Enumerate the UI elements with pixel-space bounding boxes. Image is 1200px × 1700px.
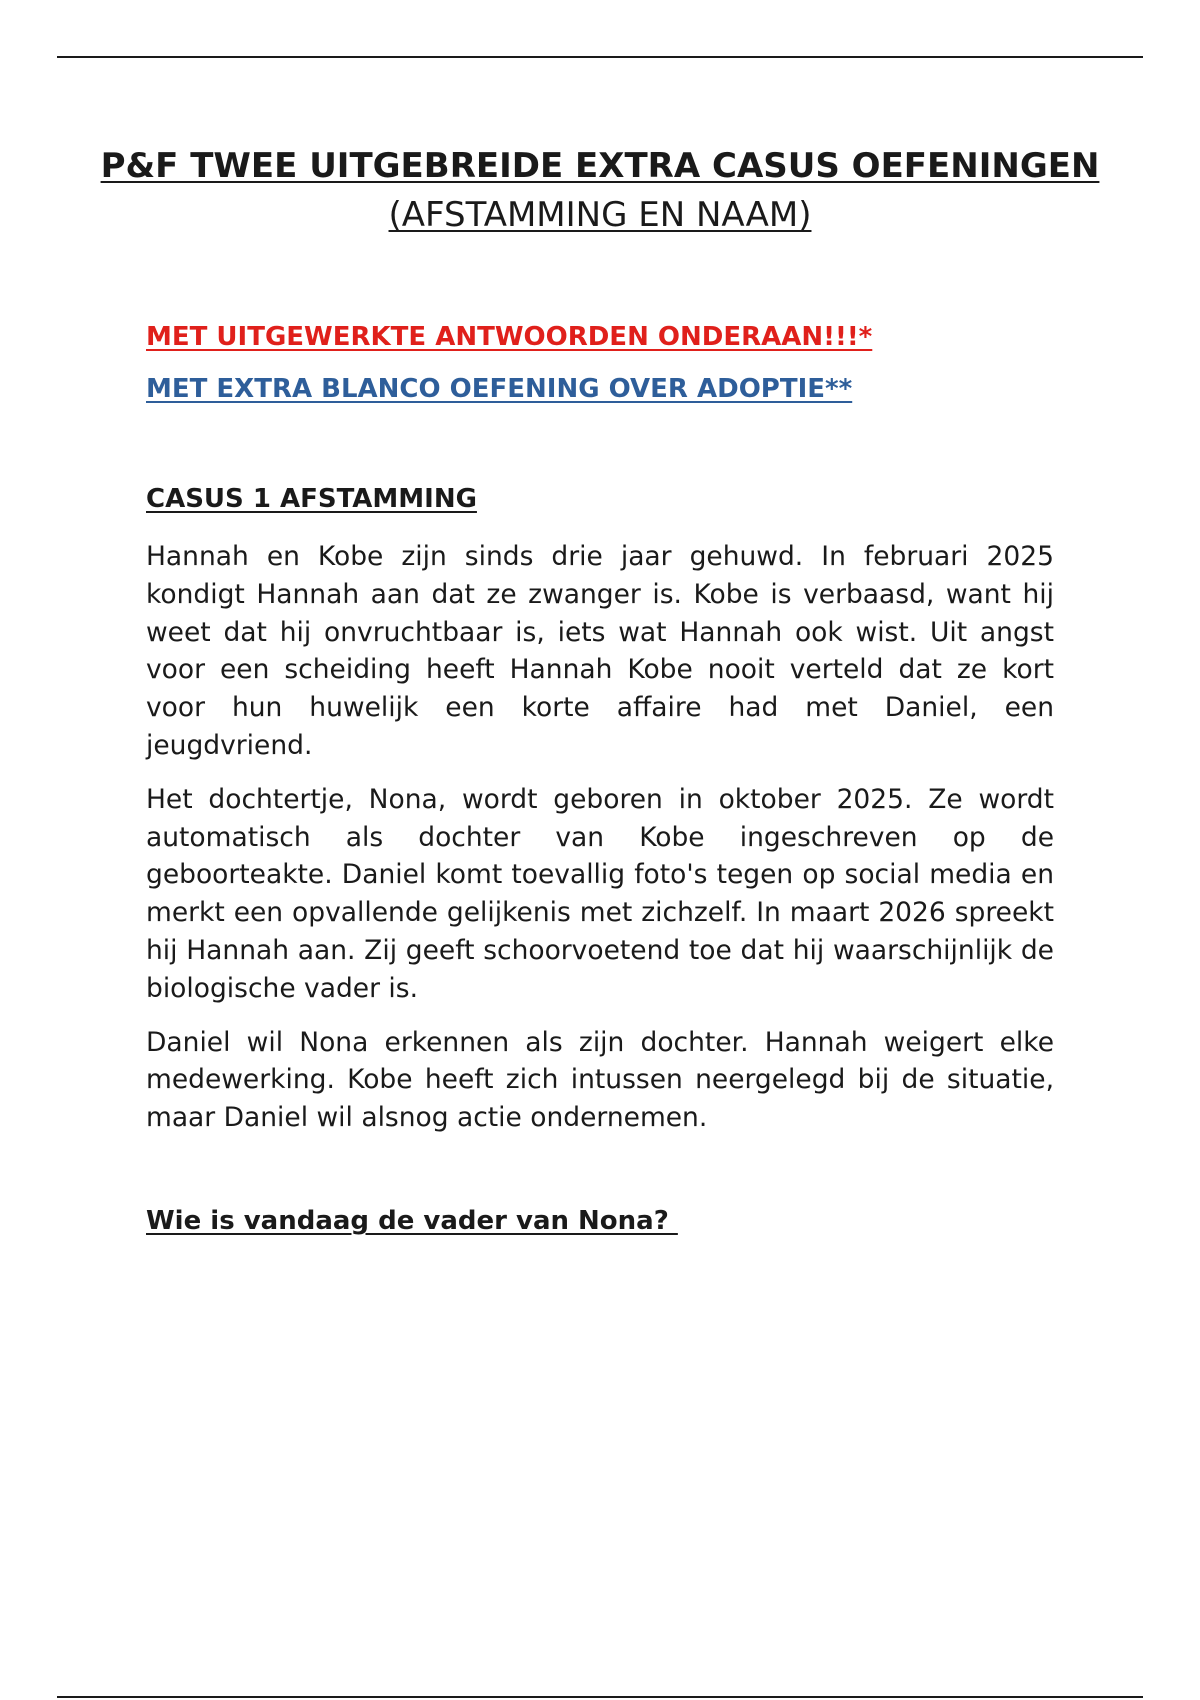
notice-answers: MET UITGEWERKTE ANTWOORDEN ONDERAAN!!!*	[146, 322, 873, 352]
footer-rule	[57, 1696, 1143, 1698]
case-body	[146, 538, 1054, 1153]
case-paragraph: Hannah en Kobe zijn sinds drie jaar gehuwd. In februari 2025 kondigt Hannah aan dat ze zwanger is. Kobe is verbaasd, want hij weet dat hij onvruchtbaar is, iets wat Hannah ook wist. Uit angst voor een scheiding heeft Hannah Kobe nooit verteld dat ze kort voor hun huwelijk een korte affaire had met Daniel, een jeugdvriend.	[146, 541, 1054, 761]
case-heading: CASUS 1 AFSTAMMING	[146, 484, 477, 514]
header-rule	[57, 56, 1143, 58]
document-title-subtitle: (AFSTAMMING EN NAAM)	[388, 195, 812, 235]
case-paragraph: Het dochtertje, Nona, wordt geboren in oktober 2025. Ze wordt automatisch als dochter van Kobe ingeschreven op de geboorteakte. Daniel komt toevallig foto's tegen op social media en merkt een opvallende gelijkenis met zichzelf. In maart 2026 spreekt hij Hannah aan. Zij geeft schoorvoetend toe dat hij waarschijnlijk de biologische vader is.	[146, 783, 1054, 1004]
case-paragraph: Daniel wil Nona erkennen als zijn dochter. Hannah weigert elke medewerking. Kobe heeft zich intussen neergelegd bij de situatie, maar Daniel wil alsnog actie ondernemen.	[146, 1026, 1054, 1134]
case-question: Wie is vandaag de vader van Nona?	[146, 1206, 678, 1236]
notice-adoption: MET EXTRA BLANCO OEFENING OVER ADOPTIE**	[146, 374, 853, 404]
document-title	[100, 142, 1100, 240]
document-title-main: P&F TWEE UITGEBREIDE EXTRA CASUS OEFENINGEN	[100, 146, 1100, 186]
